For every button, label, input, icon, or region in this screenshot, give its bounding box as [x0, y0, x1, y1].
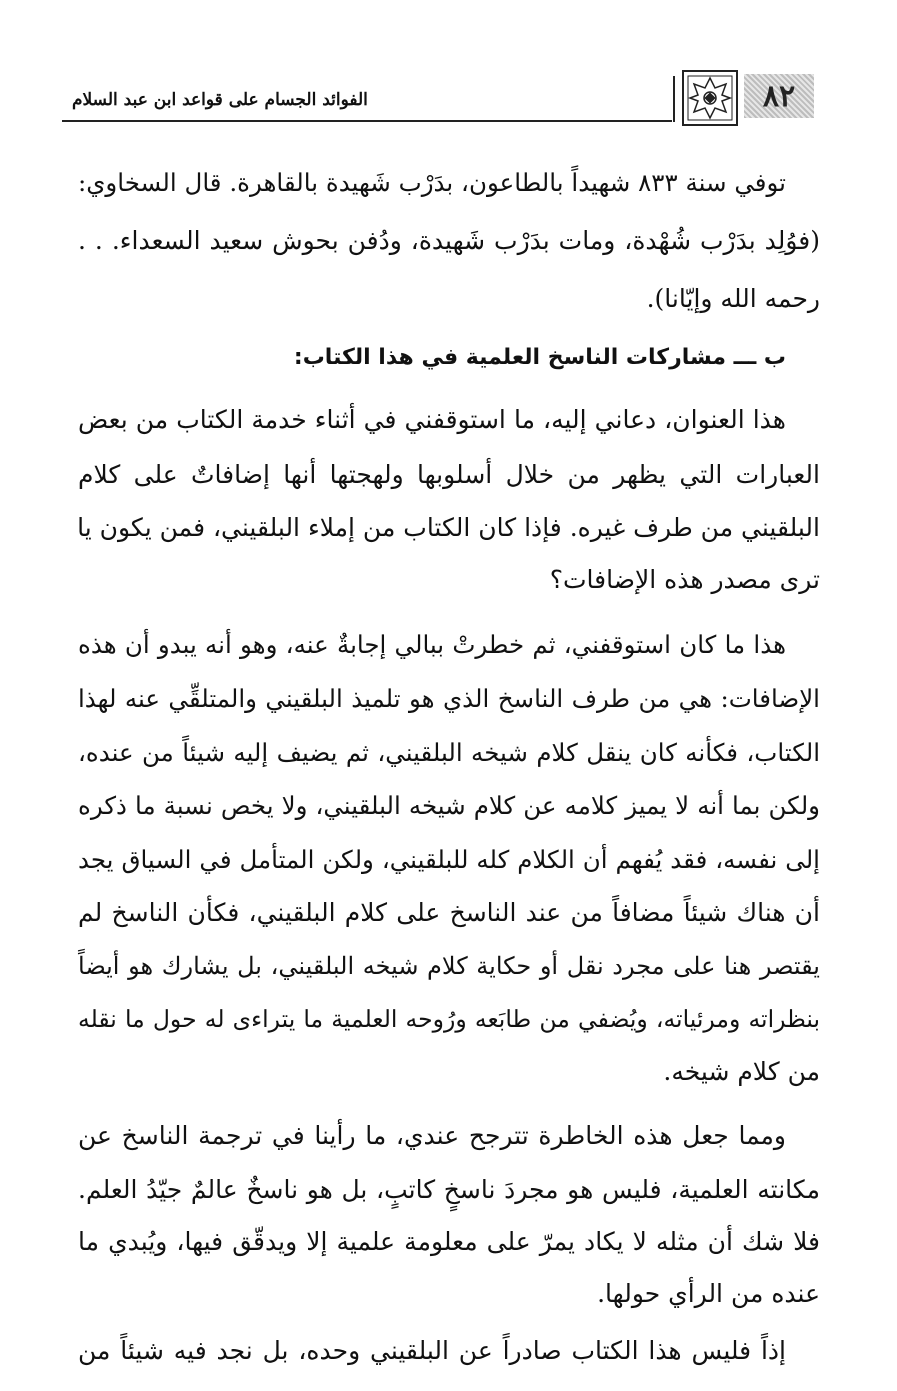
- ornament-icon: [682, 70, 738, 126]
- text-line: ولكن بما أنه لا يميز كلامه عن كلام شيخه البلقيني، ولا يخص نسبة ما ذكره: [78, 791, 820, 820]
- text-line: توفي سنة ٨٣٣ شهيداً بالطاعون، بدَرْب شَهيدة بالقاهرة. قال السخاوي:: [78, 168, 786, 197]
- text-line: ترى مصدر هذه الإضافات؟: [549, 565, 820, 594]
- running-title: الفوائد الجسام على قواعد ابن عبد السلام: [72, 90, 368, 110]
- text-line: الإضافات: هي من طرف الناسخ الذي هو تلميذ البلقيني والمتلقِّي عنه لهذا: [78, 684, 820, 713]
- text-line: من كلام شيخه.: [663, 1057, 820, 1086]
- page-number: ٨٢: [744, 74, 814, 118]
- text-line: الكتاب، فكأنه كان ينقل كلام شيخه البلقيني، ثم يضيف إليه شيئاً من عنده،: [78, 738, 820, 767]
- header-rule: [62, 120, 672, 122]
- text-line: أن هناك شيئاً مضافاً من عند الناسخ على كلام البلقيني، فكأن الناسخ لم: [78, 898, 820, 927]
- text-line: يقتصر هنا على مجرد نقل أو حكاية كلام شيخه البلقيني، بل يشارك هو أيضاً: [78, 952, 820, 980]
- text-line: بنظراته ومرئياته، ويُضفي من طابَعه ورُوحه العلمية ما يتراءى له حول ما نقله: [78, 1005, 820, 1033]
- text-line: العبارات التي يظهر من خلال أسلوبها ولهجتها أنها إضافاتٌ على كلام: [78, 460, 820, 489]
- text-line: إلى نفسه، فقد يُفهم أن الكلام كله للبلقيني، ولكن المتأمل في السياق يجد: [78, 845, 820, 874]
- text-line: مكانته العلمية، فليس هو مجردَ ناسخٍ كاتبٍ، بل هو ناسخٌ عالمٌ جيّدُ العلم.: [78, 1175, 820, 1204]
- text-line: هذا ما كان استوقفني، ثم خطرتْ ببالي إجابةٌ عنه، وهو أنه يبدو أن هذه: [78, 630, 786, 659]
- page-header: [62, 70, 822, 126]
- text-line: هذا العنوان، دعاني إليه، ما استوقفني في أثناء خدمة الكتاب من بعض: [78, 405, 786, 434]
- text-line: ومما جعل هذه الخاطرة تترجح عندي، ما رأينا في ترجمة الناسخ عن: [78, 1121, 786, 1150]
- text-line: (فوُلِد بدَرْب شُهْدة، ومات بدَرْب شَهيدة، ودُفن بحوش سعيد السعداء. . .: [78, 226, 820, 255]
- text-line: البلقيني من طرف غيره. فإذا كان الكتاب من إملاء البلقيني، فمن يكون يا: [77, 513, 820, 542]
- section-heading: ب ـــ مشاركات الناسخ العلمية في هذا الكتاب:: [293, 345, 786, 370]
- text-line: رحمه الله وإيّانا).: [646, 284, 820, 313]
- text-line: فلا شك أن مثله لا يكاد يمرّ على معلومة علمية إلا ويدقّق فيها، ويُبدي ما: [78, 1227, 820, 1256]
- text-line: عنده من الرأي حولها.: [597, 1279, 820, 1308]
- header-divider: [673, 76, 675, 122]
- text-line: إذاً فليس هذا الكتاب صادراً عن البلقيني وحده، بل نجد فيه شيئاً من: [78, 1336, 786, 1365]
